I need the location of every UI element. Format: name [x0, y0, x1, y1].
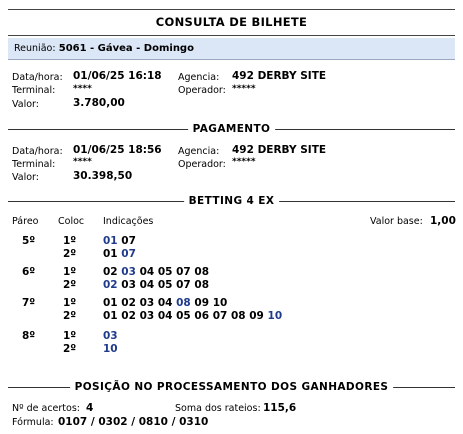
payment-terminal: ****	[73, 157, 92, 167]
meeting-label: Reunião:	[14, 43, 56, 54]
selection-number: 04	[157, 310, 173, 322]
sum-label: Soma dos rateios:	[175, 403, 261, 414]
selection-number: 10	[267, 310, 283, 322]
selection-number: 03	[121, 266, 136, 278]
ticket-agency: 492 DERBY SITE	[232, 70, 327, 82]
selection-number: 07	[176, 266, 191, 278]
selection-row	[103, 279, 209, 291]
race-number: 6º	[22, 266, 36, 278]
payment-operator: *****	[232, 157, 256, 167]
selection-row	[103, 235, 136, 247]
selection-row	[103, 330, 118, 342]
column-header-coloc: Coloc	[58, 216, 85, 227]
selection-number: 06	[194, 310, 210, 322]
selection-number: 02	[103, 266, 118, 278]
selection-number: 02	[103, 279, 118, 291]
selection-number: 04	[139, 279, 155, 291]
base-value: 1,00	[430, 215, 456, 227]
selection-number: 03	[139, 297, 155, 309]
race-number: 7º	[22, 297, 36, 309]
selection-number: 01	[103, 235, 118, 247]
betting-section-header	[8, 194, 455, 208]
column-header-pareo: Páreo	[12, 216, 39, 227]
selection-number: 05	[157, 266, 173, 278]
selection-number: 03	[121, 279, 136, 291]
selection-number: 08	[194, 279, 210, 291]
position-label: 2º	[63, 248, 77, 260]
ticket-value: 3.780,00	[73, 97, 125, 109]
payment-operator-label: Operador:	[178, 159, 226, 170]
payment-value: 30.398,50	[73, 170, 133, 182]
payment-section-header	[8, 122, 455, 136]
ticket-terminal-label: Terminal:	[12, 85, 56, 96]
selection-number: 03	[103, 330, 118, 342]
selection-number: 08	[194, 266, 210, 278]
race-number: 5º	[22, 235, 36, 247]
selection-number: 08	[230, 310, 246, 322]
position-label: 1º	[63, 330, 77, 342]
selection-number: 01	[103, 310, 118, 322]
payment-heading: PAGAMENTO	[188, 122, 276, 136]
selection-row	[103, 310, 282, 322]
selection-number: 10	[103, 343, 118, 355]
base-value-label: Valor base:	[370, 216, 423, 227]
formula-value: 0107 / 0302 / 0810 / 0310	[58, 416, 209, 428]
ticket-datetime: 01/06/25 16:18	[73, 70, 162, 82]
selection-number: 07	[121, 235, 136, 247]
selection-row	[103, 248, 136, 260]
ticket-agency-label: Agencia:	[178, 72, 220, 83]
selection-number: 09	[249, 310, 264, 322]
selection-row	[103, 266, 209, 278]
position-label: 2º	[63, 310, 77, 322]
selection-number: 04	[157, 297, 173, 309]
hits-value: 4	[86, 402, 94, 414]
selection-number: 01	[103, 297, 118, 309]
ticket-operator: *****	[232, 84, 256, 94]
selection-number: 01	[103, 248, 118, 260]
selection-number: 05	[176, 310, 191, 322]
meeting-bar	[8, 38, 455, 60]
payment-datetime-label: Data/hora:	[12, 146, 63, 157]
position-label: 1º	[63, 297, 77, 309]
selection-number: 03	[139, 310, 155, 322]
selection-number: 07	[176, 279, 191, 291]
position-label: 1º	[63, 235, 77, 247]
formula-label: Fórmula:	[12, 417, 54, 428]
payment-datetime: 01/06/25 18:56	[73, 144, 162, 156]
betting-heading: BETTING 4 EX	[184, 194, 280, 208]
payment-terminal-label: Terminal:	[12, 159, 56, 170]
selection-number: 02	[121, 297, 136, 309]
selection-row	[103, 297, 227, 309]
column-header-indicacoes: Indicações	[103, 216, 154, 227]
selection-row	[103, 343, 118, 355]
race-number: 8º	[22, 330, 36, 342]
ticket-terminal: ****	[73, 84, 92, 94]
meeting-value: 5061 - Gávea - Domingo	[58, 43, 194, 54]
winners-section-header	[8, 380, 455, 394]
selection-number: 07	[212, 310, 228, 322]
page-title: CONSULTA DE BILHETE	[8, 9, 455, 36]
hits-label: Nº de acertos:	[12, 403, 80, 414]
selection-number: 10	[212, 297, 228, 309]
ticket-value-label: Valor:	[12, 99, 39, 110]
ticket-datetime-label: Data/hora:	[12, 72, 63, 83]
winners-heading: POSIÇÃO NO PROCESSAMENTO DOS GANHADORES	[70, 380, 394, 394]
selection-number: 04	[139, 266, 155, 278]
position-label: 1º	[63, 266, 77, 278]
selection-number: 09	[194, 297, 210, 309]
position-label: 2º	[63, 343, 77, 355]
selection-number: 02	[121, 310, 136, 322]
position-label: 2º	[63, 279, 77, 291]
ticket-operator-label: Operador:	[178, 85, 226, 96]
payment-agency-label: Agencia:	[178, 146, 220, 157]
selection-number: 07	[121, 248, 136, 260]
selection-number: 08	[176, 297, 191, 309]
payment-agency: 492 DERBY SITE	[232, 144, 327, 156]
selection-number: 05	[157, 279, 173, 291]
payment-value-label: Valor:	[12, 172, 39, 183]
sum-value: 115,6	[263, 402, 297, 414]
